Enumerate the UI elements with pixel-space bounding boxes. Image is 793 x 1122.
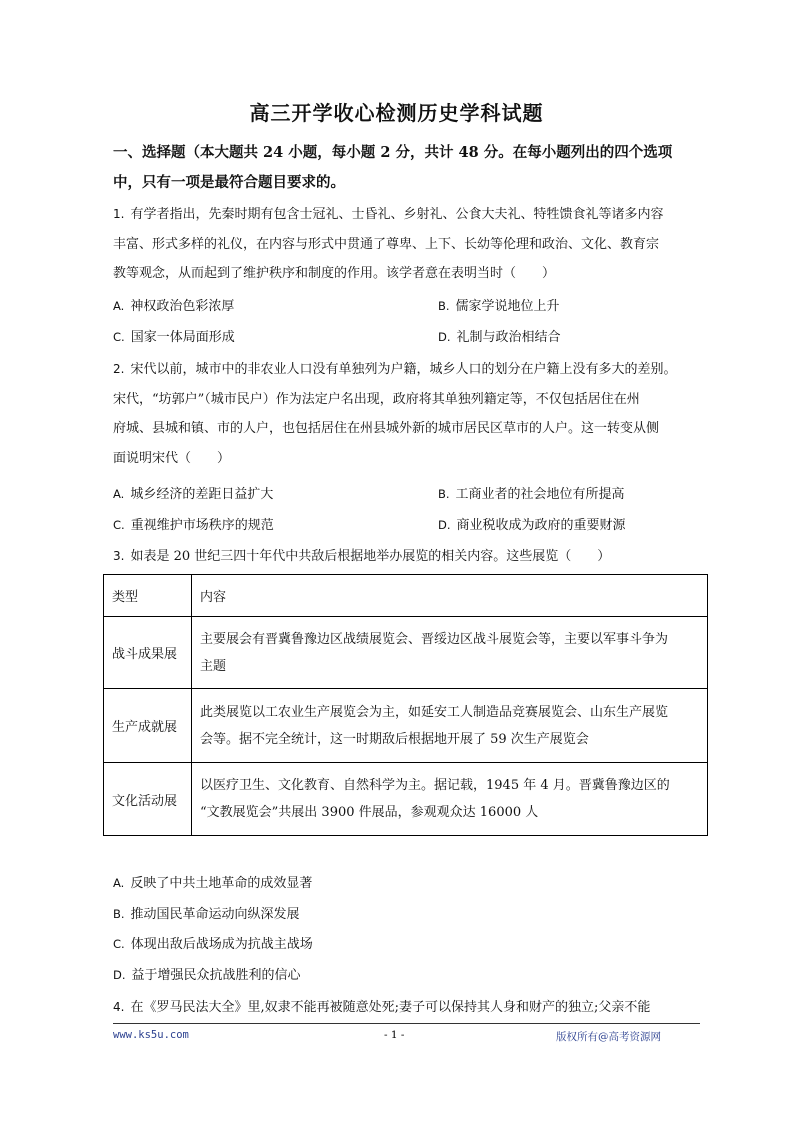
question-1-option-d[interactable]: D. 礼制与政治相结合	[438, 330, 561, 345]
question-1-line-2: 丰富、形式多样的礼仪，在内容与形式中贯通了尊卑、上下、长幼等伦理和政治、文化、教育宗	[113, 236, 660, 252]
footer-copyright-link[interactable]: 版权所有@高考资源网	[556, 1031, 661, 1043]
question-3-option-c[interactable]: C. 体现出敌后战场成为抗战主战场	[113, 937, 313, 952]
question-1-option-c[interactable]: C. 国家一体局面形成	[113, 330, 235, 345]
table-cell-line: “文教展览会”共展出 3900 件展品，参观观众达 16000 人	[200, 805, 539, 820]
question-1-line-3: 教等观念，从而起到了维护秩序和制度的作用。该学者意在表明当时（ ）	[113, 266, 556, 281]
question-3-option-b[interactable]: B. 推动国民革命运动向纵深发展	[113, 907, 300, 922]
question-2-line-4: 面说明宋代（ ）	[113, 450, 231, 466]
page-title: 高三开学收心检测历史学科试题	[249, 101, 544, 125]
question-3-number: 3.	[113, 549, 125, 563]
exhibition-table	[103, 574, 708, 836]
table-cell-line: 会等。据不完全统计，这一时期敌后根据地开展了 59 次生产展览会	[200, 731, 589, 747]
table-row	[104, 617, 708, 689]
question-1-line-1: 有学者指出，先秦时期有包含士冠礼、士昏礼、乡射礼、公食大夫礼、特牲馈食礼等诸多内容	[130, 207, 664, 222]
question-2-line-3: 府城、县城和镇、市的人户，也包括居住在州县城外新的城市居民区草市的人户。这一转变从侧	[113, 421, 660, 436]
question-3-option-d[interactable]: D. 益于增强民众抗战胜利的信心	[113, 968, 301, 983]
table-cell-type: 文化活动展	[104, 763, 192, 836]
table-cell-line: 此类展览以工农业生产展览会为主，如延安工人制造品竞赛展览会、山东生产展览	[200, 704, 669, 720]
footer-site-link[interactable]: www.ks5u.com	[113, 1029, 189, 1041]
question-2-option-b[interactable]: B. 工商业者的社会地位有所提高	[438, 487, 625, 502]
question-3-option-a[interactable]: A. 反映了中共土地革命的成效显著	[113, 876, 313, 891]
question-2-option-c[interactable]: C. 重视维护市场秩序的规范	[113, 518, 274, 533]
question-1-option-a[interactable]: A. 神权政治色彩浓厚	[113, 299, 235, 314]
question-2-stem	[113, 355, 723, 473]
question-2-line-2: 宋代，“坊郭户”（城市民户）作为法定户名出现，政府将其单独列籍定等，不仅包括居住在州	[113, 391, 640, 407]
question-1-stem	[113, 200, 713, 289]
question-2-number: 2.	[113, 362, 125, 376]
table-cell-content	[192, 763, 708, 836]
table-row	[104, 689, 708, 763]
question-1-option-b[interactable]: B. 儒家学说地位上升	[438, 299, 560, 314]
table-header-type: 类型	[104, 575, 192, 617]
footer-divider	[113, 1023, 700, 1024]
question-2-line-1: 宋代以前，城市中的非农业人口没有单独列为户籍，城乡人口的划分在户籍上没有多大的差别。	[130, 362, 677, 377]
page-number: - 1 -	[384, 1029, 405, 1041]
question-2-option-d[interactable]: D. 商业税收成为政府的重要财源	[438, 518, 626, 533]
question-2-option-a[interactable]: A. 城乡经济的差距日益扩大	[113, 487, 274, 502]
question-4-stem	[113, 993, 713, 1023]
table-cell-line: 主要展会有晋冀鲁豫边区战绩展览会、晋绥边区战斗展览会等，主要以军事斗争为	[200, 631, 669, 647]
table-cell-line: 主题	[200, 658, 227, 674]
question-4-number: 4.	[113, 1000, 125, 1014]
section-heading-line-2: 中，只有一项是最符合题目要求的。	[113, 174, 345, 191]
section-heading	[113, 138, 713, 198]
table-cell-line: 以医疗卫生、文化教育、自然科学为主。据记载，1945 年 4 月。晋冀鲁豫边区的	[200, 778, 670, 793]
question-3-line-1: 如表是 20 世纪三四十年代中共敌后根据地举办展览的相关内容。这些展览（ ）	[130, 549, 611, 564]
table-cell-content	[192, 617, 708, 689]
question-3-stem	[113, 542, 713, 572]
table-cell-content	[192, 689, 708, 763]
table-row	[104, 763, 708, 836]
question-1-number: 1.	[113, 207, 125, 221]
section-heading-line-1: 一、选择题（本大题共 24 小题，每小题 2 分，共计 48 分。在每小题列出的四个选项	[113, 144, 673, 161]
question-4-line-1: 在《罗马民法大全》里,奴隶不能再被随意处死;妻子可以保持其人身和财产的独立;父亲不能	[130, 1000, 651, 1015]
table-cell-type: 生产成就展	[104, 689, 192, 763]
table-header-row	[104, 575, 708, 617]
table-cell-type: 战斗成果展	[104, 617, 192, 689]
table-header-content: 内容	[192, 575, 708, 617]
